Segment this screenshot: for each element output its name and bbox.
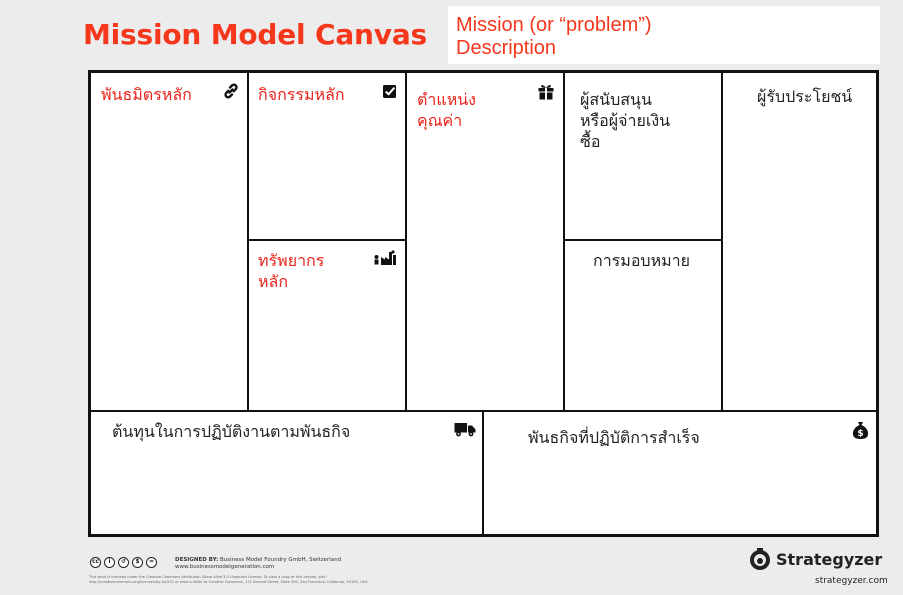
strategyzer-logo-icon xyxy=(748,547,772,571)
mission-description-box[interactable] xyxy=(448,6,880,64)
money-bag-icon xyxy=(852,419,869,440)
checkbox-icon xyxy=(382,83,398,99)
cell-deployment[interactable] xyxy=(565,241,721,410)
cell-title-buy-in-support: ผู้สนับสนุน หรือผู้จ่ายเงิน ซื้อ xyxy=(580,92,671,151)
cell-title-key-partners: พันธมิตรหลัก xyxy=(101,87,192,104)
cell-title-key-resources: ทรัพยากร หลัก xyxy=(258,253,325,291)
cell-mission-achievement[interactable] xyxy=(484,412,876,537)
factory-icon xyxy=(373,249,397,267)
cell-title-deployment: การมอบหมาย xyxy=(593,253,691,270)
cell-value-proposition[interactable] xyxy=(407,73,563,410)
link-icon xyxy=(222,82,240,100)
nc-icon: $ xyxy=(132,557,143,568)
sa-icon: ↺ xyxy=(118,557,129,568)
nd-icon: = xyxy=(146,557,157,568)
cell-title-mission-cost: ต้นทุนในการปฏิบัติงานตามพันธกิจ xyxy=(112,424,351,441)
cell-title-mission-achievement: พันธกิจที่ปฏิบัติการสำเร็จ xyxy=(528,430,700,447)
cell-title-beneficiaries: ผู้รับประโยชน์ xyxy=(757,89,853,106)
cell-title-key-activities: กิจกรรมหลัก xyxy=(258,87,345,104)
mission-model-canvas xyxy=(88,70,879,537)
cell-key-resources[interactable] xyxy=(249,241,405,410)
license-icons xyxy=(90,557,157,568)
cell-title-value-proposition: ตำแหน่ง คุณค่า xyxy=(417,92,476,130)
designed-by-url: www.businessmodelgeneration.com xyxy=(175,564,275,570)
mission-description-line-1: Mission (or “problem”) xyxy=(456,14,652,36)
strategyzer-logo[interactable] xyxy=(748,547,882,571)
truck-icon xyxy=(454,422,476,437)
by-icon: i xyxy=(104,557,115,568)
cell-key-activities[interactable] xyxy=(249,73,405,239)
cell-buy-in-support[interactable] xyxy=(565,73,721,239)
cell-beneficiaries[interactable] xyxy=(723,73,876,410)
designed-by xyxy=(175,557,341,571)
designed-by-label: DESIGNED BY: xyxy=(175,557,219,563)
gift-icon xyxy=(537,83,555,100)
license-text: This work is licensed under the Creative Commons Attribution-Share Alike 3.0 Unported License. To view a copy of this license, visit: http://creativecommons.org/licenses/by-sa/3.0/ or send a letter to Creative Commons, 171 Second Street, Suite 300, San Francisco, California, 94105, USA. xyxy=(89,575,369,584)
cell-mission-cost[interactable] xyxy=(91,412,482,537)
page-title: Mission Model Canvas xyxy=(83,18,427,51)
mission-description-line-2: Description xyxy=(456,37,557,59)
brand-name: Strategyzer xyxy=(776,549,883,569)
svg-text:$: $ xyxy=(857,429,864,439)
cell-key-partners[interactable] xyxy=(91,73,247,410)
brand-url[interactable]: strategyzer.com xyxy=(815,576,888,586)
designed-by-name: Business Model Foundry GmbH, Switzerland xyxy=(220,557,342,563)
cc-icon: cc xyxy=(90,557,101,568)
